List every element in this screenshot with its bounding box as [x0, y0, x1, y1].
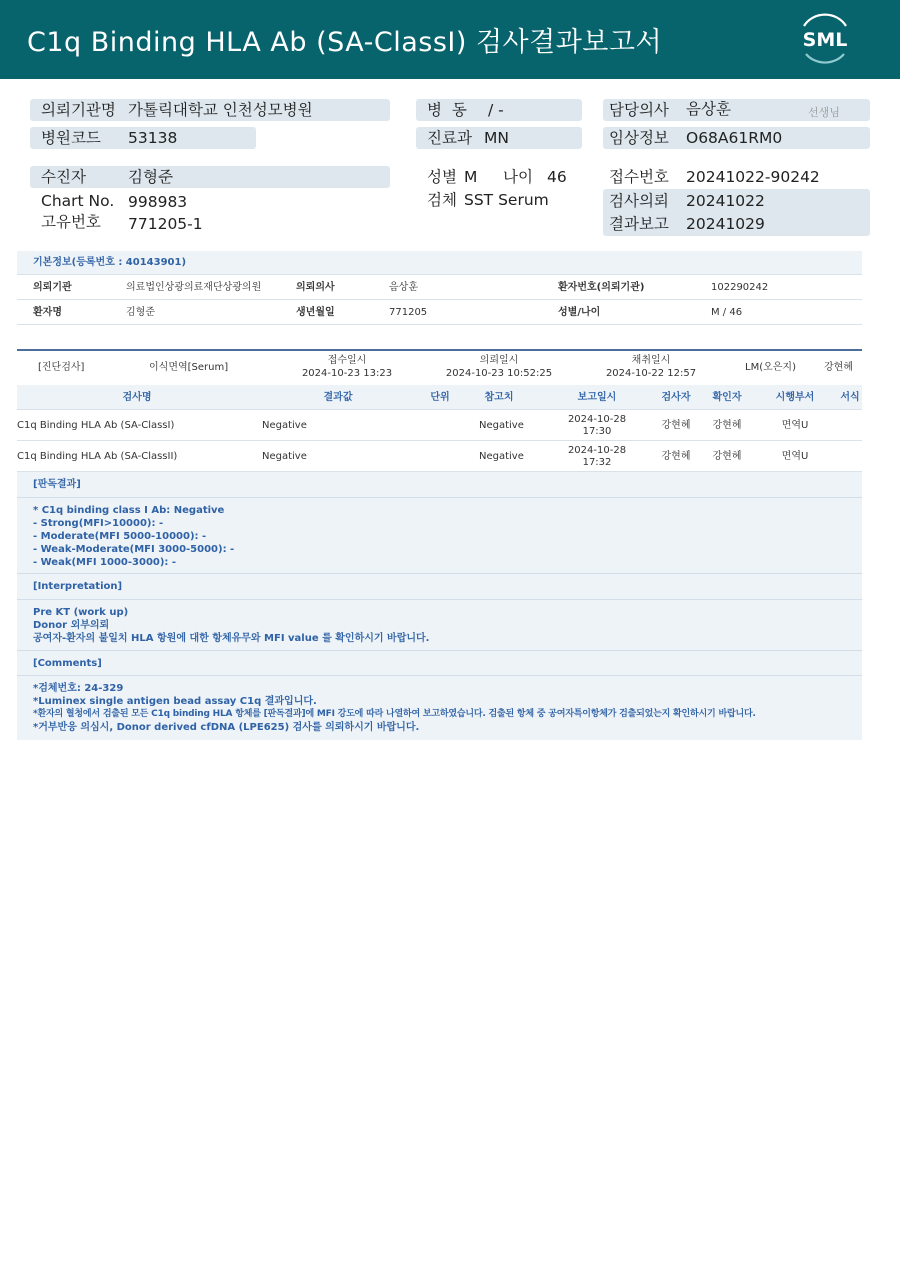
row1-checker: 강현혜 — [712, 420, 742, 431]
th-checker: 확인자 — [712, 392, 742, 403]
basic-sexage-label: 성별/나이 — [558, 307, 601, 318]
basic-birth-label: 생년월일 — [296, 307, 335, 318]
age-label: 나이 — [503, 168, 533, 186]
reading-line: - Strong(MFI>10000): - — [33, 518, 164, 529]
report-title: C1q Binding HLA Ab (SA-ClassI) 검사결과보고서 — [27, 27, 663, 58]
row1-result: Negative — [262, 420, 307, 431]
chart-label: Chart No. — [41, 192, 115, 210]
row1-time: 17:30 — [582, 426, 612, 437]
exam-lm: LM(오은지) — [745, 362, 796, 373]
row2-checker: 강현혜 — [712, 451, 742, 462]
exam-req-label: 의뢰일시 — [479, 355, 519, 366]
patient-value: 김형준 — [128, 168, 173, 186]
divider — [17, 409, 862, 410]
reading-line: - Weak-Moderate(MFI 3000-5000): - — [33, 544, 235, 555]
code-label: 병원코드 — [41, 129, 101, 147]
report-value: 20241029 — [686, 215, 765, 233]
doctor-value: 음상훈 — [686, 100, 731, 118]
th-dept: 시행부서 — [775, 392, 815, 403]
reading-line: - Weak(MFI 1000-3000): - — [33, 557, 177, 568]
basic-ptno-label: 환자번호(의뢰기관) — [558, 282, 645, 293]
divider — [17, 274, 862, 275]
divider — [17, 324, 862, 325]
basic-sexage-value: M / 46 — [711, 307, 743, 318]
reading-line: * C1q binding class I Ab: Negative — [33, 505, 225, 516]
exam-req-value: 2024-10-23 10:52:25 — [445, 368, 553, 379]
report-label: 결과보고 — [609, 215, 669, 233]
th-result: 결과값 — [323, 392, 353, 403]
code-value: 53138 — [128, 129, 178, 147]
clinical-label: 임상정보 — [609, 129, 669, 147]
row2-name: C1q Binding HLA Ab (SA-ClassII) — [17, 451, 178, 462]
comment-line: *거부반응 의심시, Donor derived cfDNA (LPE625) 검사를 의뢰하시기 바랍니다. — [33, 722, 420, 733]
divider — [17, 573, 862, 574]
doctor-suffix: 선생님 — [808, 106, 840, 119]
ward-label: 병 동 — [427, 101, 467, 119]
row1-name: C1q Binding HLA Ab (SA-ClassI) — [17, 420, 175, 431]
basic-org-label: 의뢰기관 — [33, 282, 72, 293]
row1-date: 2024-10-28 — [567, 414, 627, 425]
dept-label: 진료과 — [427, 129, 472, 147]
divider — [17, 440, 862, 441]
comment-line: *검체번호: 24-329 — [33, 683, 124, 694]
comment-line: *Luminex single antigen bead assay C1q 결과입니다. — [33, 696, 317, 707]
ward-value: / - — [488, 101, 504, 119]
row2-result: Negative — [262, 451, 307, 462]
basic-ptno-value: 102290242 — [711, 282, 769, 293]
request-label: 검사의뢰 — [609, 192, 669, 210]
exam-col-value: 2024-10-22 12:57 — [605, 368, 697, 379]
basic-doctor-value: 음상훈 — [389, 282, 418, 293]
chart-value: 998983 — [128, 193, 188, 211]
org-value: 가톨릭대학교 인천성모병원 — [128, 101, 313, 119]
basic-info-title: 기본정보(등록번호 : 40143901) — [33, 257, 187, 268]
row2-date: 2024-10-28 — [567, 445, 627, 456]
basic-name-label: 환자명 — [33, 307, 62, 318]
sml-logo — [796, 12, 854, 66]
sex-label: 성별 — [427, 168, 457, 186]
report-header — [0, 0, 900, 79]
divider — [17, 299, 862, 300]
interpretation-line: Pre KT (work up) — [33, 607, 129, 618]
clinical-value: O68A61RM0 — [686, 129, 783, 147]
row2-time: 17:32 — [582, 457, 612, 468]
basic-birth-value: 771205 — [389, 307, 428, 318]
exam-top-rule — [17, 349, 862, 351]
sex-value: M — [464, 168, 478, 186]
th-unit: 단위 — [430, 392, 450, 403]
divider — [17, 675, 862, 676]
id-value: 771205-1 — [128, 215, 203, 233]
th-test-name: 검사명 — [122, 392, 152, 403]
age-value: 46 — [547, 168, 567, 186]
row1-tester: 강현혜 — [661, 420, 691, 431]
exam-recv-value: 2024-10-23 13:23 — [301, 368, 393, 379]
dept-value: MN — [484, 129, 509, 147]
exam-person: 강현혜 — [824, 362, 853, 373]
reading-line: - Moderate(MFI 5000-10000): - — [33, 531, 207, 542]
basic-name-value: 김형준 — [126, 307, 155, 318]
comments-title: [Comments] — [33, 658, 102, 669]
th-tester: 검사자 — [661, 392, 691, 403]
interpretation-line: 공여자-환자의 불일치 HLA 항원에 대한 항체유무와 MFI value 를 확인하시기 바랍니다. — [33, 633, 430, 644]
exam-category: [진단검사] — [38, 362, 85, 373]
row2-ref: Negative — [479, 451, 524, 462]
th-reference: 참고치 — [484, 392, 514, 403]
basic-doctor-label: 의뢰의사 — [296, 282, 335, 293]
row1-dept: 면역U — [781, 420, 809, 431]
th-report-date: 보고일시 — [577, 392, 617, 403]
receipt-label: 접수번호 — [609, 168, 669, 186]
exam-recv-label: 접수일시 — [327, 355, 367, 366]
row2-dept: 면역U — [781, 451, 809, 462]
row2-tester: 강현혜 — [661, 451, 691, 462]
reading-title: [판독결과] — [33, 479, 81, 490]
comment-line: *환자의 혈청에서 검출된 모든 C1q binding HLA 항체를 [판독결과]에 MFI 강도에 따라 나열하여 보고하였습니다. 검출된 항체 중 공여자특이항체가 검출되었는지 확인하시기 바랍니다. — [33, 709, 756, 719]
basic-org-value: 의료법인상광의료재단상광의원 — [126, 282, 262, 293]
patient-label: 수진자 — [41, 168, 86, 186]
th-format: 서식 — [840, 392, 860, 403]
logo-text: SML — [802, 29, 848, 51]
divider — [17, 650, 862, 651]
row1-ref: Negative — [479, 420, 524, 431]
org-label: 의뢰기관명 — [41, 101, 116, 119]
exam-specimen: 이식면역[Serum] — [149, 362, 229, 373]
id-label: 고유번호 — [41, 213, 101, 231]
divider — [17, 599, 862, 600]
request-value: 20241022 — [686, 192, 765, 210]
receipt-value: 20241022-90242 — [686, 168, 820, 186]
exam-col-label: 채취일시 — [631, 355, 671, 366]
interpretation-line: Donor 외부의뢰 — [33, 620, 110, 631]
divider — [17, 497, 862, 498]
interpretation-title: [Interpretation] — [33, 581, 123, 592]
doctor-label: 담당의사 — [609, 101, 669, 119]
specimen-value: SST Serum — [464, 191, 549, 209]
specimen-label: 검체 — [427, 191, 457, 209]
